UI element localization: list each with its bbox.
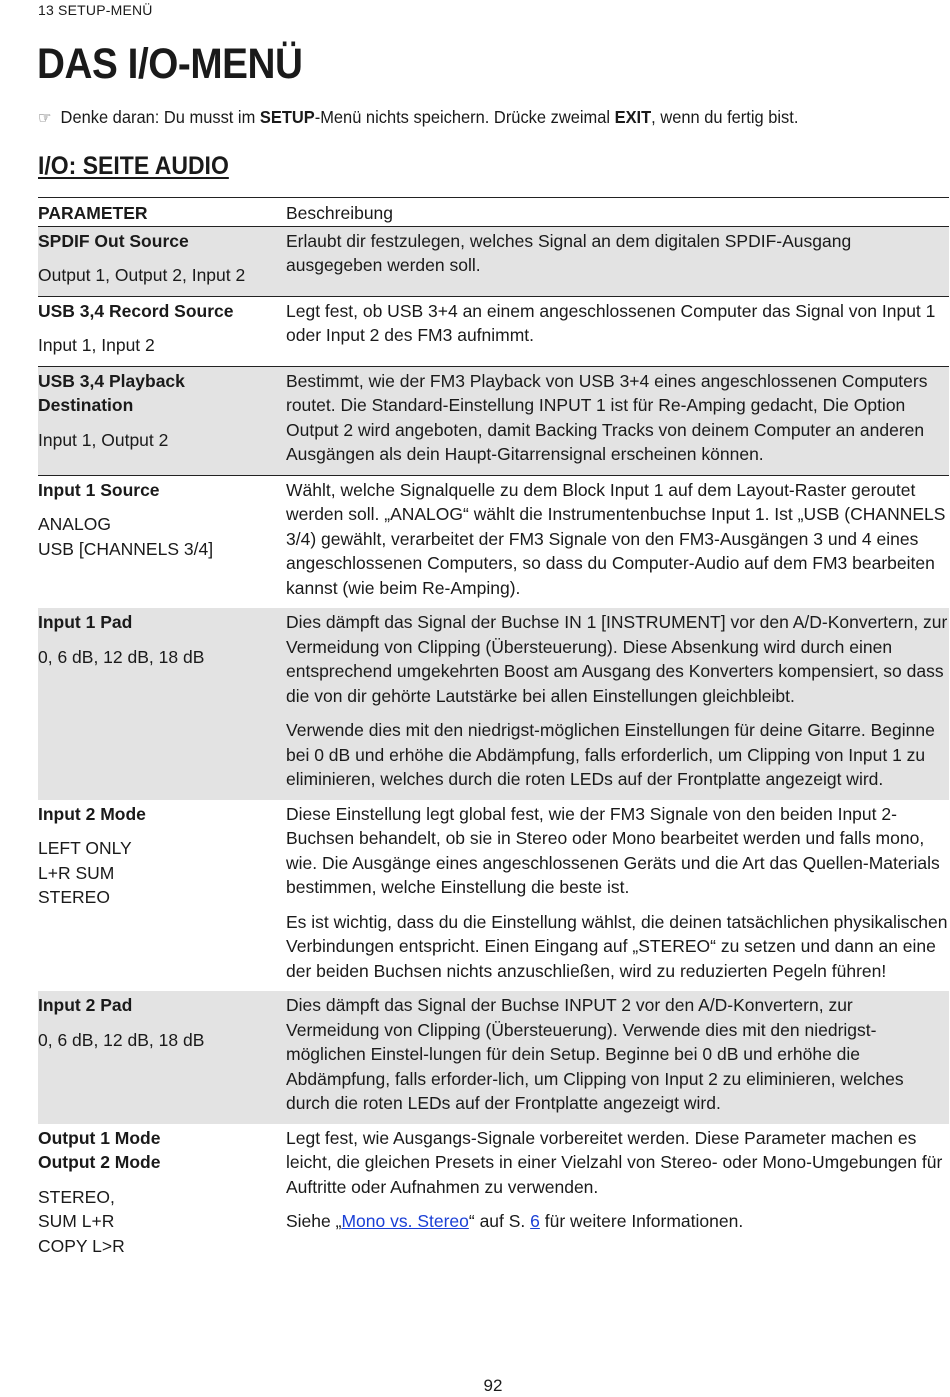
- param-name: Input 1 Source: [38, 479, 160, 500]
- description-cell: [286, 800, 949, 992]
- param-name: Output 1 Mode Output 2 Mode: [38, 1127, 161, 1172]
- param-name: USB 3,4 Record Source: [38, 300, 234, 321]
- description-text: Legt fest, wie Ausgangs-Signale vorbereitet werden. Diese Parameter machen es leicht, die gleichen Presets in einer Vielzahl von Stereo- oder Mono-Umgebungen für Auftritte oder Aufnahmen zu verwenden.: [286, 1127, 943, 1197]
- description-text: Diese Einstellung legt global fest, wie der FM3 Signale von den beiden Input 2-Buchsen behandelt, ob sie in Stereo oder Mono bearbeitet werden und falls mono, wie. Die Ausgänge eines angeschlossenen Geräts und die Art das Quellen-Materials bestimmen, welche Einstellung die beste ist.: [286, 803, 940, 897]
- param-values: Output 1, Output 2, Input 2: [38, 265, 246, 285]
- description-text-2: Verwende dies mit den niedrigst-möglichen Einstellungen für deine Gitarre. Beginne bei 0 dB und erhöhe die Abdämpfung, falls erforderlich, um Clipping von Input 1 zu eliminieren, welches durch die roten LEDs auf der Frontplatte angezeigt wird.: [286, 720, 935, 789]
- see-also-suffix: für weitere Informationen.: [539, 1211, 744, 1231]
- page-6-link[interactable]: 6: [530, 1211, 540, 1231]
- description-text: Legt fest, ob USB 3+4 an einem angeschlossenen Computer das Signal von Input 1 oder Input 2 des FM3 aufnimmt.: [286, 300, 936, 345]
- note-setup-keyword: SETUP: [259, 107, 315, 127]
- param-name: Input 2 Pad: [38, 995, 133, 1015]
- parameter-table: [38, 197, 949, 1266]
- description-text: Dies dämpft das Signal der Buchse IN 1 [INSTRUMENT] vor den A/D-Konvertern, zur Vermeidung von Clipping (Übersteuerung). Diese Absenkung wird durch einen entsprechend umgekehrten Boost am Ausgang des Konverters kompensiert, so dass die von dir gehörte Lautstärke bei allen Einstellungen gleichbleibt.: [286, 612, 948, 706]
- table-row: [38, 366, 949, 475]
- param-cell: [38, 366, 286, 475]
- mono-vs-stereo-link[interactable]: Mono vs. Stereo: [341, 1211, 469, 1231]
- param-name: Input 2 Mode: [38, 803, 146, 824]
- table-row: [38, 800, 949, 992]
- pointing-hand-icon: ☞: [38, 110, 52, 127]
- param-cell: [38, 1124, 286, 1267]
- description-text-2: Es ist wichtig, dass du die Einstellung wählst, die deinen tatsächlichen physikalischen Verbindungen entspricht. Einen Eingang auf „STEREO“ zu setzen und dann an eine der beiden Buchsen nichts anzuschließen, wird zu reduzierten Pegeln führen!: [286, 911, 948, 981]
- description-cell: [286, 1124, 949, 1267]
- description-text: Erlaubt dir festzulegen, welches Signal an dem digitalen SPDIF-Ausgang ausgegeben werden soll.: [286, 230, 852, 275]
- description-text: Dies dämpft das Signal der Buchse INPUT 2 vor den A/D-Konvertern, zur Vermeidung von Clipping (Übersteuerung). Verwende dies mit den niedrigst-möglichen Einstel-lungen für dein Setup. Beginne bei 0 dB und erhöhe die Abdämpfung, falls erforder-lich, um Clipping von Input 2 zu eliminieren, welches durch die roten LEDs auf der Frontplatte angezeigt wird.: [286, 995, 904, 1113]
- param-name: Input 1 Pad: [38, 612, 133, 632]
- see-also-text: [286, 1209, 949, 1234]
- description-cell: [286, 296, 949, 366]
- header-parameter: PARAMETER: [38, 198, 286, 227]
- description-cell: [286, 226, 949, 296]
- table-row: [38, 226, 949, 296]
- description-cell: [286, 366, 949, 475]
- param-values: 0, 6 dB, 12 dB, 18 dB: [38, 646, 205, 667]
- note-exit-keyword: EXIT: [614, 107, 652, 127]
- param-cell: [38, 991, 286, 1124]
- table-row: [38, 296, 949, 366]
- see-also-mid: “ auf S.: [468, 1211, 531, 1231]
- description-text: Bestimmt, wie der FM3 Playback von USB 3+4 eines angeschlossenen Computers routet. Die Standard-Einstellung INPUT 1 ist für Re-Amping gedacht, Die Option Output 2 wird angeboten, damit Backing Tracks von deinem Computer an anderen Ausgängen als dein Haupt-Gitarrensignal erscheinen können.: [286, 370, 928, 464]
- see-also-prefix: Siehe „: [286, 1211, 342, 1231]
- param-name: USB 3,4 Playback Destination: [38, 370, 185, 415]
- param-values: 0, 6 dB, 12 dB, 18 dB: [38, 1029, 205, 1050]
- note-prefix: Denke daran: Du musst im: [60, 107, 260, 127]
- param-values: STEREO, SUM L+R COPY L>R: [38, 1186, 125, 1256]
- table-header-row: [38, 198, 949, 227]
- table-row: [38, 608, 949, 800]
- param-name: SPDIF Out Source: [38, 230, 189, 251]
- tip-note: [38, 107, 798, 128]
- header-description: Beschreibung: [286, 198, 949, 227]
- table-row: [38, 475, 949, 608]
- table-row: [38, 1124, 949, 1267]
- param-values: Input 1, Input 2: [38, 335, 155, 355]
- description-cell: [286, 991, 949, 1124]
- description-text: Wählt, welche Signalquelle zu dem Block Input 1 auf dem Layout-Raster geroutet werden soll. „ANALOG“ wählt die Instrumentenbuchse Input 1. Ist „USB (CHANNELS 3/4) gewählt, verarbeitet der FM3 Signale von den FM3-Ausgängen 3 und 4 eines angeschlossenen Computers, so dass du Computer-Audio auf dem FM3 bearbeiten kannst (wie beim Re-Amping).: [286, 479, 946, 598]
- param-cell: [38, 800, 286, 992]
- table-row: [38, 991, 949, 1124]
- running-header: 13 SETUP-MENÜ: [38, 2, 153, 18]
- description-cell: [286, 475, 949, 608]
- param-cell: [38, 296, 286, 366]
- param-values: LEFT ONLY L+R SUM STEREO: [38, 838, 132, 907]
- param-cell: [38, 226, 286, 296]
- section-title: I/O: SEITE AUDIO: [38, 152, 229, 180]
- note-suffix: , wenn du fertig bist.: [651, 107, 799, 127]
- param-values: Input 1, Output 2: [38, 429, 169, 450]
- page-title: DAS I/O-MENÜ: [37, 40, 303, 88]
- param-cell: [38, 608, 286, 800]
- param-cell: [38, 475, 286, 608]
- page-number: 92: [483, 1376, 503, 1395]
- param-values: ANALOG USB [CHANNELS 3/4]: [38, 514, 214, 559]
- description-cell: [286, 608, 949, 800]
- note-middle: -Menü nichts speichern. Drücke zweimal: [314, 107, 615, 127]
